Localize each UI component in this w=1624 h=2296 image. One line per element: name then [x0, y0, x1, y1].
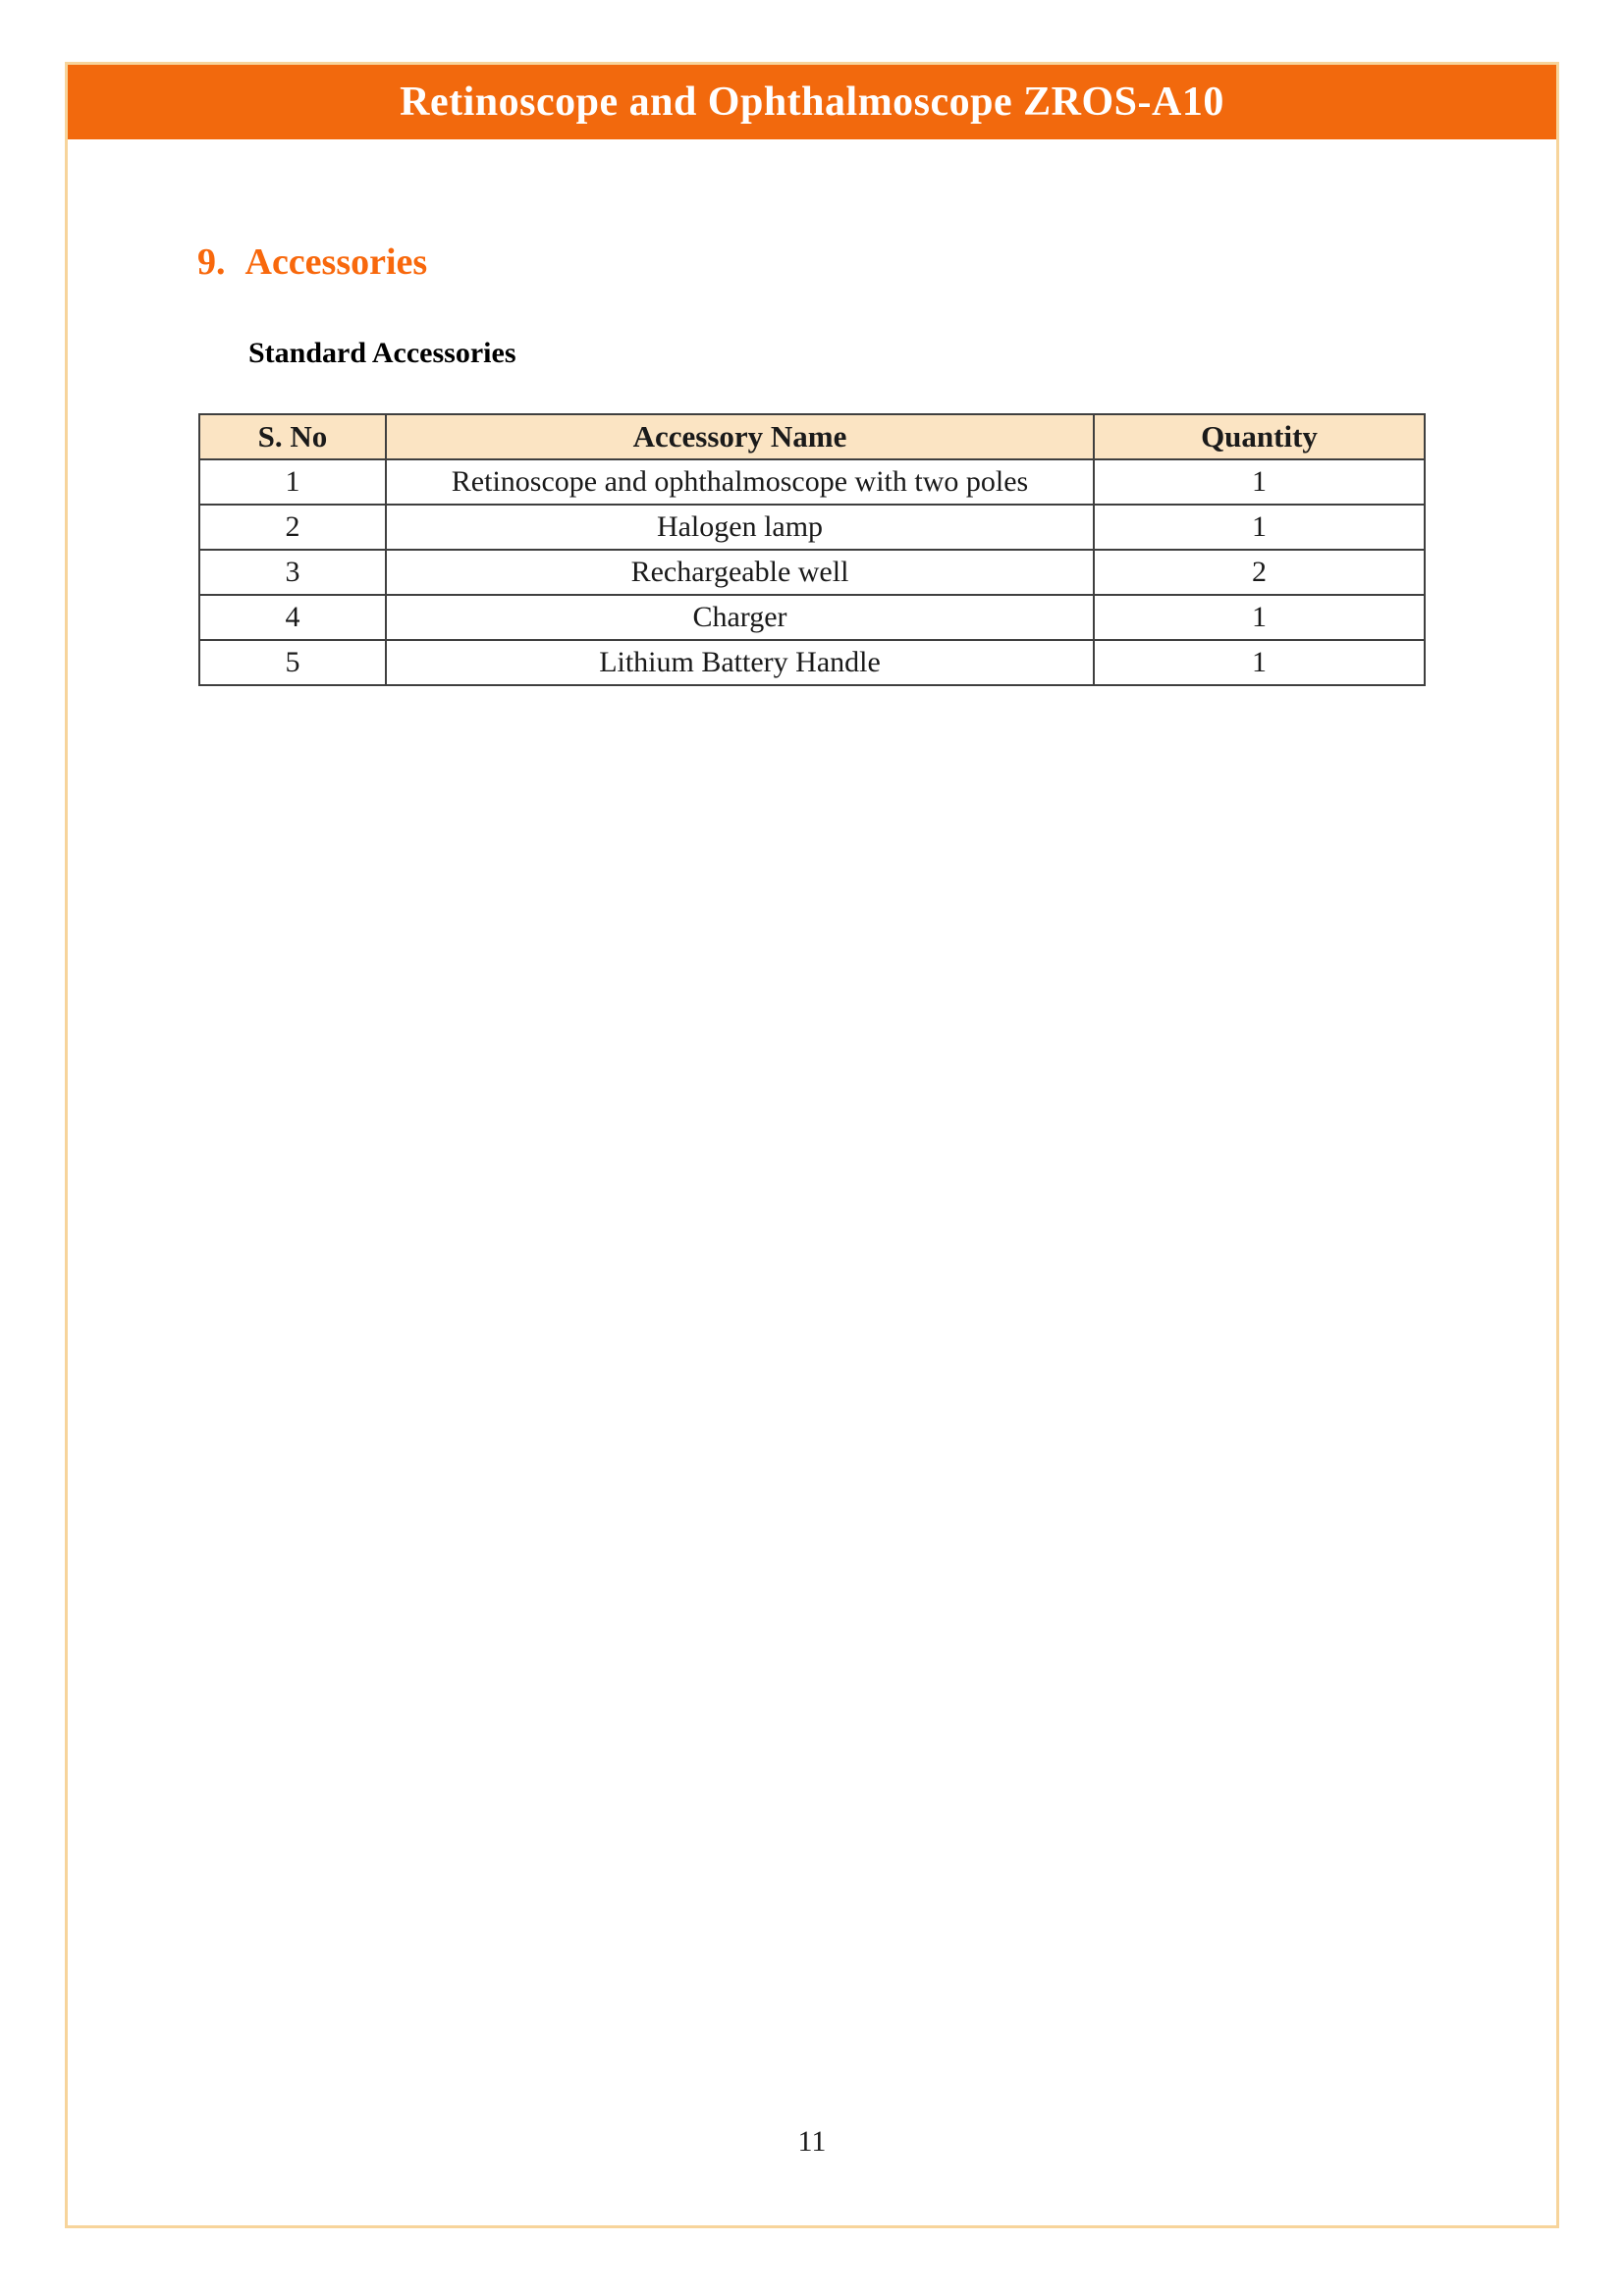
cell-name: Halogen lamp	[386, 505, 1094, 550]
table-row	[199, 595, 1425, 640]
section-heading	[197, 240, 1556, 284]
page-border	[65, 62, 1559, 2228]
cell-sno: 5	[199, 640, 386, 685]
cell-sno: 1	[199, 459, 386, 505]
document-title: Retinoscope and Ophthalmoscope ZROS-A10	[400, 80, 1224, 125]
cell-quantity: 1	[1094, 505, 1425, 550]
subsection-title: Standard Accessories	[248, 337, 516, 369]
table-row	[199, 640, 1425, 685]
cell-sno: 3	[199, 550, 386, 595]
cell-quantity: 1	[1094, 595, 1425, 640]
accessories-table	[198, 413, 1426, 686]
table-header-row	[199, 414, 1425, 459]
table-row	[199, 550, 1425, 595]
column-header-sno: S. No	[199, 414, 386, 459]
cell-quantity: 2	[1094, 550, 1425, 595]
section-title: Accessories	[244, 241, 428, 283]
table-row	[199, 505, 1425, 550]
cell-quantity: 1	[1094, 459, 1425, 505]
cell-name: Lithium Battery Handle	[386, 640, 1094, 685]
section-number: 9.	[197, 241, 226, 283]
column-header-quantity: Quantity	[1094, 414, 1425, 459]
document-header	[68, 65, 1556, 139]
page-number: 11	[797, 2125, 827, 2158]
column-header-name: Accessory Name	[386, 414, 1094, 459]
cell-sno: 2	[199, 505, 386, 550]
cell-name: Rechargeable well	[386, 550, 1094, 595]
cell-quantity: 1	[1094, 640, 1425, 685]
table-row	[199, 459, 1425, 505]
cell-name: Retinoscope and ophthalmoscope with two poles	[386, 459, 1094, 505]
cell-name: Charger	[386, 595, 1094, 640]
cell-sno: 4	[199, 595, 386, 640]
